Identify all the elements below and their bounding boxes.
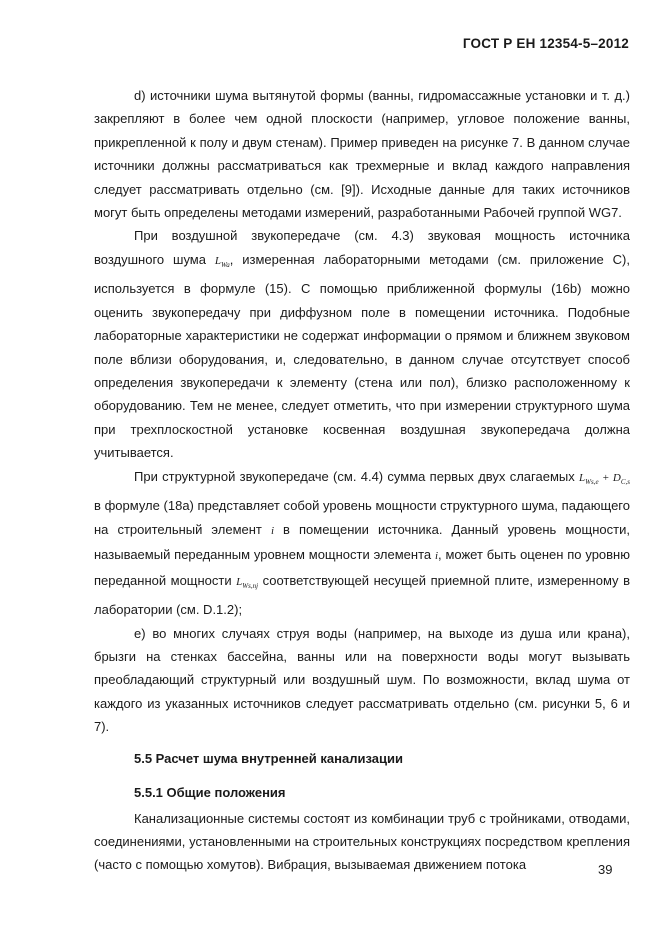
formula-lws-dc: $L_{Ws,e} + D_{C,s}$ xyxy=(579,471,630,486)
paragraph-text: соответствующей несущей приемной плите, измеренному в лаборатории (см. D.1.2); xyxy=(94,572,630,618)
paragraph xyxy=(94,465,630,622)
paragraph: е) во многих случаях струя воды (например, на выходе из душа или крана), брызги на стенках бассейна, ванны или на поверхности воды могут вызывать преобладающий структурный или воздушный шум. По возможности, вклад шума от каждого из указанных источников следует рассматривать отдельно (см. рисунки 5, 6 и 7). xyxy=(94,625,630,735)
paragraph-text: При структурной звукопередаче (см. 4.4) сумма первых двух слагаемых xyxy=(134,468,575,484)
paragraph xyxy=(94,224,630,464)
paragraph-text: в формуле (18а) представляет собой уровень мощности структурного шума, падающего на строительный элемент xyxy=(94,498,630,537)
paragraph-text: в помещении источника. Данный уровень мощности, называемый переданным уровнем мощности элемента xyxy=(94,521,630,563)
section-heading: 5.5 Расчет шума внутренней канализации xyxy=(134,750,403,766)
paragraph-text: , измеренная лабораторными методами (см. приложение С), используется в формуле (15). С помощью приближенной формулы (16b) можно оценить звукопередачу при диффузном поле в помещении источника. Подобные лабораторные характеристики не содержат информации о прямом и ближнем звуковом поле вблизи оборудования, и, следовательно, в данном случае отсутствует способ определения звукопередачи к элементу (стена или пол), близко расположенному к оборудованию. Тем не менее, следует отметить, что при измерении структурного шума при трехплоскостной установке косвенная воздушная звукопередача должна учитывается. xyxy=(94,251,630,461)
paragraph-text: , может быть оценен по уровню переданной мощности xyxy=(94,547,630,588)
formula-lwsin: $L_{Ws,nj}$ xyxy=(236,575,259,590)
subsection-heading: 5.5.1 Общие положения xyxy=(134,784,286,800)
formula-i: i xyxy=(434,550,439,563)
document-body xyxy=(94,84,630,877)
formula-lwa: $L_{Wa}$ xyxy=(214,254,230,270)
page-number: 39 xyxy=(598,862,613,877)
paragraph: Канализационные системы состоят из комбинации труб с тройниками, отводами, соединениями, установленными на строительных конструкциях посредством крепления (часто с помощью хомутов). Вибрация, вызываемая движением потока xyxy=(94,810,630,873)
paragraph: d) источники шума вытянутой формы (ванны, гидромассажные установки и т. д.) закрепляют в более чем одной плоскости (например, угловое положение ванны, прикрепленной к полу и двум стенам). Пример приведен на рисунке 7. В данном случае источники должны рассматриваться как трехмерные и вклад каждого направления следует рассматривать отдельно (см. [9]). Исходные данные для таких источников могут быть определены методами измерений, разработанными Рабочей группой WG7. xyxy=(94,88,630,221)
document-header: ГОСТ Р ЕН 12354-5–2012 xyxy=(462,36,629,51)
paragraph-text: При воздушной звукопередаче (см. 4.3) звуковая мощность источника воздушного шума xyxy=(94,228,630,267)
formula-i: i xyxy=(270,524,274,537)
